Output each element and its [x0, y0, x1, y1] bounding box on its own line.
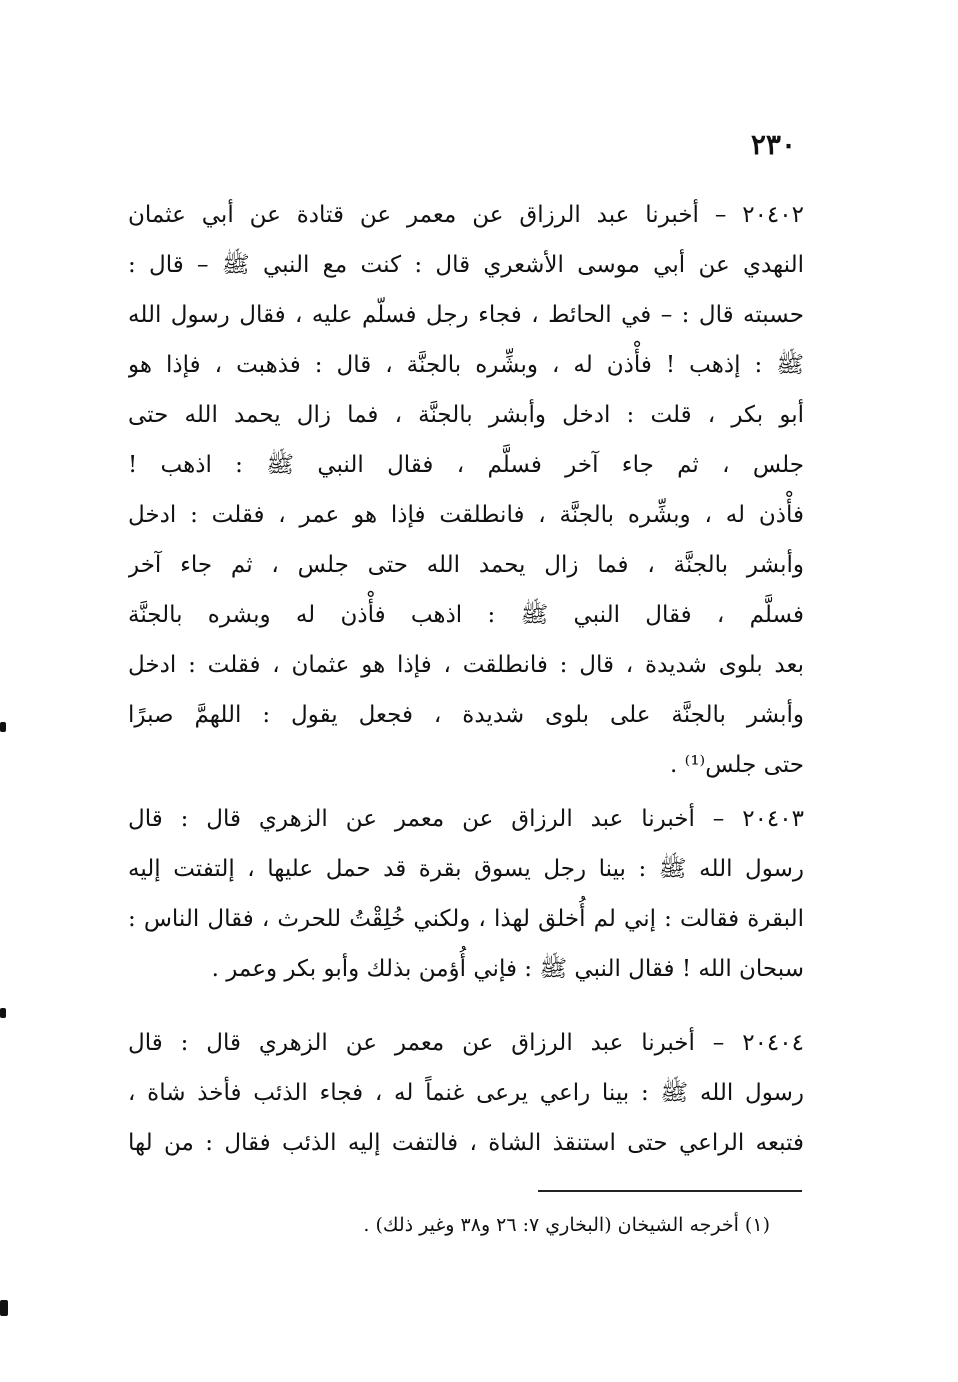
hadith-20404: [128, 1018, 804, 1168]
footnote: (١) أخرجه الشيخان (البخاري ٧: ٢٦ و٣٨ وغير ذلك) .: [363, 1214, 770, 1236]
hadith-20403: [128, 794, 804, 994]
scan-mark: [0, 1300, 8, 1316]
text-line: فسلَّم ، فقال النبي ﷺ : اذهب فأْذن له وبشره بالجنَّة: [128, 602, 804, 628]
text-line: فأْذن له ، وبشِّره بالجنَّة ، فانطلقت فإذا هو عمر ، فقلت : ادخل: [128, 502, 804, 528]
page-number: ٢٣٠: [750, 128, 796, 161]
text-line: بعد بلوى شديدة ، قال : فانطلقت ، فإذا هو عثمان ، فقلت : ادخل: [128, 652, 804, 678]
text-line: النهدي عن أبي موسى الأشعري قال : كنت مع النبي ﷺ – قال :: [128, 252, 804, 278]
text-line: جلس ، ثم جاء آخر فسلَّم ، فقال النبي ﷺ : اذهب !: [128, 452, 804, 478]
text-line: ﷺ : إذهب ! فأْذن له ، وبشِّره بالجنَّة ، قال : فذهبت ، فإذا هو: [128, 352, 804, 378]
scan-mark: [0, 722, 6, 732]
footnote-divider: [538, 1190, 802, 1192]
text-line: ٢٠٤٠٢ – أخبرنا عبد الرزاق عن معمر عن قتادة عن أبي عثمان: [128, 202, 804, 228]
scan-mark: [0, 1008, 6, 1018]
text-line: رسول الله ﷺ : بينا رجل يسوق بقرة قد حمل عليها ، إلتفتت إليه: [128, 856, 804, 882]
text-line: حسبته قال : – في الحائط ، فجاء رجل فسلّم عليه ، فقال رسول الله: [128, 302, 804, 328]
text-line: حتى جلس⁽¹⁾ .: [670, 752, 804, 778]
text-line: وأبشر بالجنَّة ، فما زال يحمد الله حتى جلس ، ثم جاء آخر: [128, 552, 804, 578]
text-line: وأبشر بالجنَّة على بلوى شديدة ، فجعل يقول : اللهمَّ صبرًا: [128, 702, 804, 728]
text-line: ٢٠٤٠٤ – أخبرنا عبد الرزاق عن معمر عن الزهري قال : قال: [128, 1030, 804, 1056]
text-line: البقرة فقالت : إني لم أُخلق لهذا ، ولكني خُلِقْتُ للحرث ، فقال الناس :: [128, 906, 804, 932]
hadith-20402: [128, 190, 804, 790]
text-line: رسول الله ﷺ : بينا راعي يرعى غنماً له ، فجاء الذئب فأخذ شاة ،: [128, 1080, 804, 1106]
text-line: أبو بكر ، قلت : ادخل وأبشر بالجنَّة ، فما زال يحمد الله حتى: [128, 402, 804, 428]
text-line: فتبعه الراعي حتى استنقذ الشاة ، فالتفت إليه الذئب فقال : من لها: [128, 1130, 804, 1156]
text-line: ٢٠٤٠٣ – أخبرنا عبد الرزاق عن معمر عن الزهري قال : قال: [128, 806, 804, 832]
text-line: سبحان الله ! فقال النبي ﷺ : فإني أُؤمن بذلك وأبو بكر وعمر .: [211, 956, 804, 982]
